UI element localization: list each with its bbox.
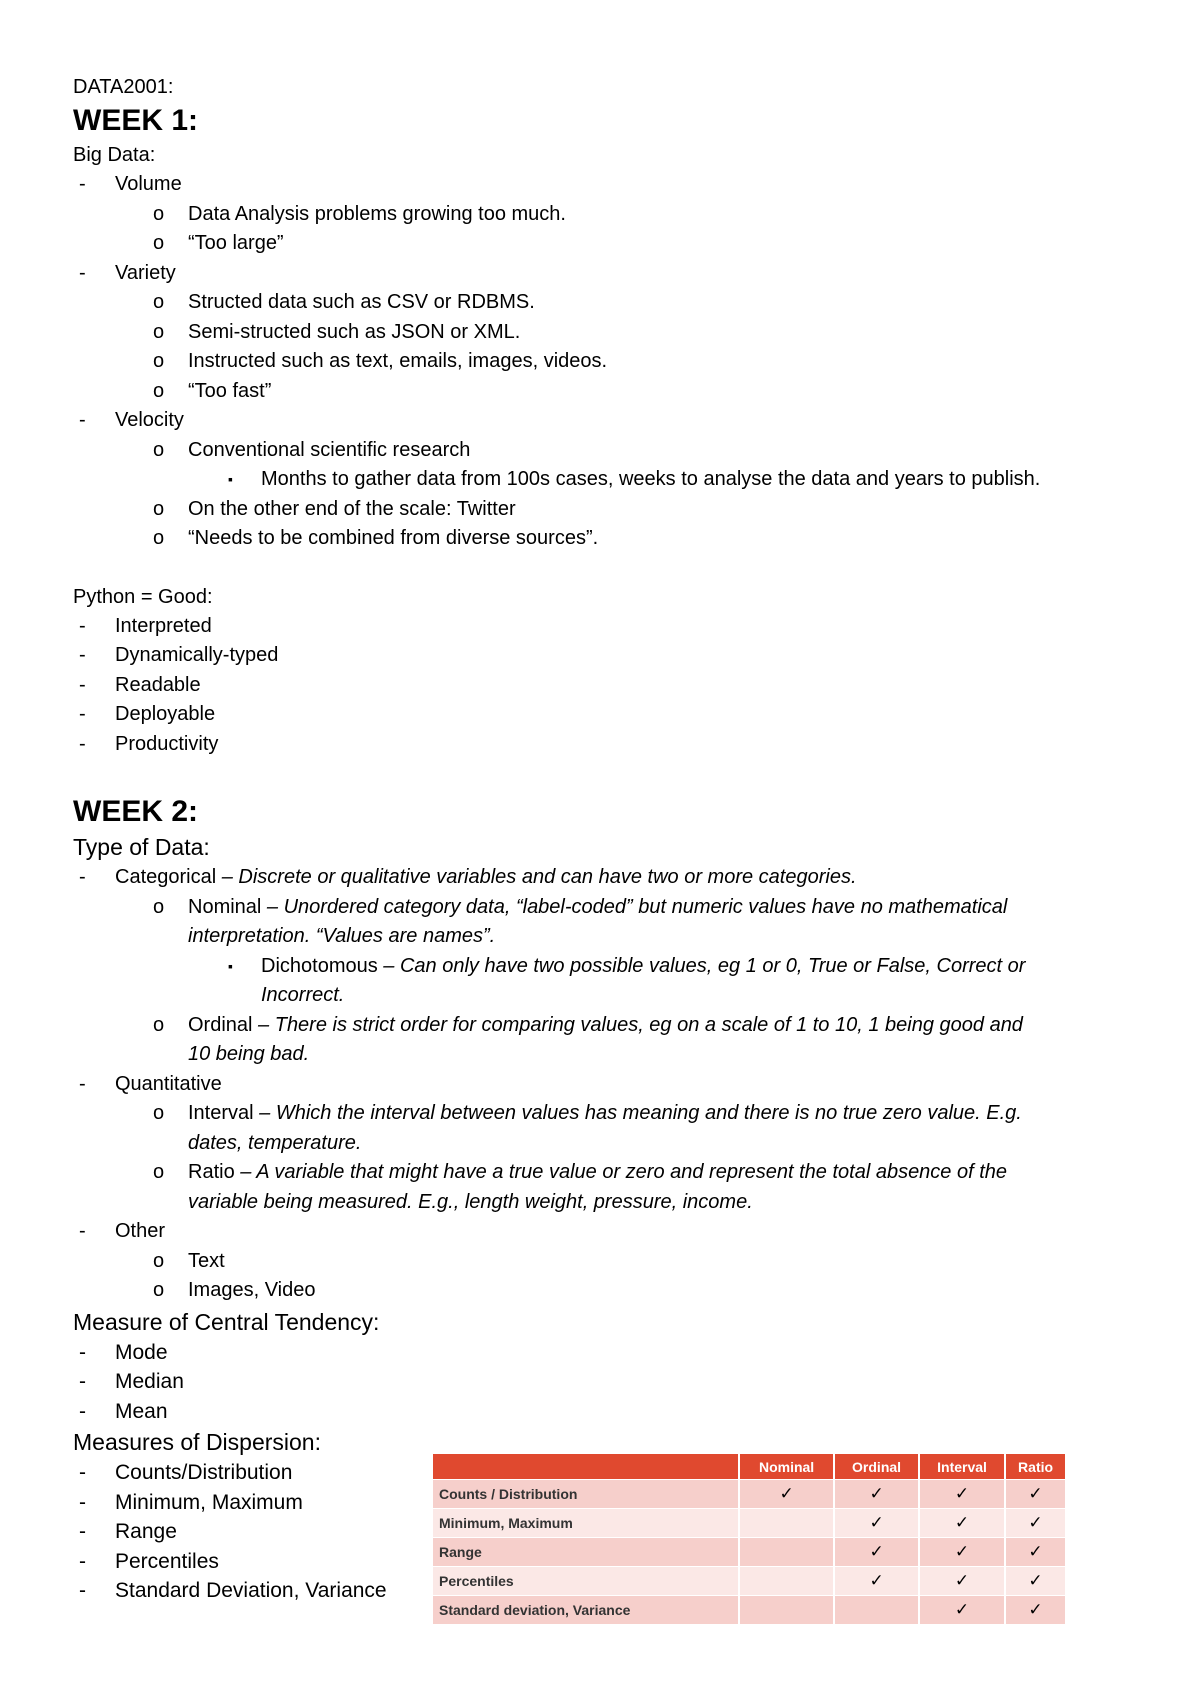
list-item: - Counts/Distribution: [73, 1458, 1153, 1488]
course-code: DATA2001:: [73, 76, 174, 98]
table-row-label: Counts / Distribution: [433, 1480, 739, 1509]
list-item: o Interval – Which the interval between values has meaning and there is no true zero value. E.g.: [73, 1099, 1153, 1129]
empty-cell: [834, 1596, 919, 1625]
dash-marker: -: [79, 732, 86, 755]
circle-bullet-icon: o: [153, 291, 165, 313]
list-item: - Median: [73, 1367, 1153, 1397]
central-tendency-title: Measure of Central Tendency:: [73, 1308, 380, 1335]
circle-bullet-icon: o: [153, 895, 165, 918]
circle-bullet-icon: o: [153, 438, 165, 461]
list-item: o Text: [73, 1247, 1153, 1277]
dispersion-title: Measures of Dispersion:: [73, 1429, 321, 1455]
square-bullet-icon: ▪: [228, 957, 233, 974]
dash-marker: -: [79, 644, 86, 666]
empty-cell: [739, 1596, 834, 1625]
dash-marker: -: [79, 614, 86, 637]
circle-bullet-icon: o: [153, 1161, 165, 1183]
checkmark-icon: ✓: [1005, 1596, 1065, 1625]
list-item: - Mode: [73, 1338, 1153, 1368]
circle-bullet-icon: o: [153, 1102, 165, 1124]
list-item-continuation: 10 being bad.: [188, 1043, 310, 1065]
checkmark-icon: ✓: [1005, 1509, 1065, 1538]
table-body: [433, 1480, 1065, 1625]
table-row: [433, 1567, 1065, 1596]
type-of-data-title: Type of Data:: [73, 834, 210, 860]
list-item-continuation: Incorrect.: [261, 984, 345, 1006]
dash-marker: -: [79, 1520, 86, 1543]
circle-bullet-icon: o: [153, 232, 165, 254]
checkmark-icon: ✓: [834, 1567, 919, 1596]
list-item: - Readable: [73, 671, 1153, 701]
big-data-title: Big Data:: [73, 144, 156, 166]
checkmark-icon: ✓: [919, 1567, 1005, 1596]
list-item: - Minimum, Maximum: [73, 1488, 1153, 1518]
table-row-label: Percentiles: [433, 1567, 739, 1596]
list-item: - Mean: [73, 1397, 1153, 1427]
list-item: o Images, Video: [73, 1276, 1153, 1306]
list-item: o “Too large”: [73, 229, 1153, 259]
list-item: - Dynamically-typed: [73, 641, 1153, 671]
checkmark-icon: ✓: [834, 1538, 919, 1567]
list-item: - Percentiles: [73, 1547, 1153, 1577]
list-item: o On the other end of the scale: Twitter: [73, 495, 1153, 525]
dash-marker: -: [79, 1220, 86, 1242]
dash-marker: -: [79, 1490, 86, 1514]
checkmark-icon: ✓: [1005, 1480, 1065, 1509]
table-row: [433, 1596, 1065, 1625]
list-item: ▪ Months to gather data from 100s cases, weeks to analyse the data and years to publish.: [73, 465, 1153, 495]
checkmark-icon: ✓: [1005, 1538, 1065, 1567]
circle-bullet-icon: o: [153, 320, 165, 343]
circle-bullet-icon: o: [153, 350, 165, 372]
checkmark-icon: ✓: [919, 1596, 1005, 1625]
week1-heading: WEEK 1:: [73, 104, 199, 137]
list-item: o Data Analysis problems growing too much.: [73, 200, 1153, 230]
list-item-continuation: dates, temperature.: [188, 1131, 362, 1154]
list-item: - Variety: [73, 259, 1153, 289]
list-item: o “Too fast”: [73, 377, 1153, 407]
circle-bullet-icon: o: [153, 497, 165, 520]
list-item: - Range: [73, 1517, 1153, 1547]
checkmark-icon: ✓: [919, 1538, 1005, 1567]
dash-marker: -: [79, 1072, 86, 1095]
table-header-blank: [433, 1454, 739, 1480]
circle-bullet-icon: o: [153, 1249, 165, 1272]
list-item: o Ratio – A variable that might have a true value or zero and represent the total absence of the: [73, 1158, 1153, 1188]
dash-marker: -: [79, 866, 86, 888]
list-item: o Nominal – Unordered category data, “label-coded” but numeric values have no mathematical: [73, 893, 1153, 923]
table-row: [433, 1480, 1065, 1509]
list-item: o Conventional scientific research: [73, 436, 1153, 466]
table-row-label: Range: [433, 1538, 739, 1567]
table-header-nominal: Nominal: [739, 1454, 834, 1480]
dash-marker: -: [79, 173, 86, 195]
list-item: - Standard Deviation, Variance: [73, 1576, 1153, 1606]
list-item: o “Needs to be combined from diverse sources”.: [73, 524, 1153, 554]
checkmark-icon: ✓: [919, 1480, 1005, 1509]
table-header-ratio: Ratio: [1005, 1454, 1065, 1480]
circle-bullet-icon: o: [153, 1279, 165, 1301]
list-item: - Productivity: [73, 730, 1153, 760]
list-item: - Volume: [73, 170, 1153, 200]
checkmark-icon: ✓: [834, 1509, 919, 1538]
list-item: - Quantitative: [73, 1070, 1153, 1100]
list-item: ▪ Dichotomous – Can only have two possible values, eg 1 or 0, True or False, Correct or: [73, 952, 1153, 982]
dash-marker: -: [79, 1399, 86, 1423]
empty-cell: [739, 1509, 834, 1538]
list-item: - Categorical – Discrete or qualitative variables and can have two or more categories.: [73, 863, 1153, 893]
list-item: - Interpreted: [73, 612, 1153, 642]
dash-marker: -: [79, 1549, 86, 1573]
circle-bullet-icon: o: [153, 202, 165, 225]
list-item: - Other: [73, 1217, 1153, 1247]
list-item: o Semi-structed such as JSON or XML.: [73, 318, 1153, 348]
dash-marker: -: [79, 1340, 86, 1364]
table-row: [433, 1538, 1065, 1567]
table-row-label: Standard deviation, Variance: [433, 1596, 739, 1625]
python-title: Python = Good:: [73, 585, 213, 608]
empty-cell: [739, 1538, 834, 1567]
list-item: - Velocity: [73, 406, 1153, 436]
empty-cell: [739, 1567, 834, 1596]
list-item: o Instructed such as text, emails, images, videos.: [73, 347, 1153, 377]
dash-marker: -: [79, 261, 86, 284]
checkmark-icon: ✓: [1005, 1567, 1065, 1596]
checkmark-icon: ✓: [739, 1480, 834, 1509]
list-item-continuation: variable being measured. E.g., length weight, pressure, income.: [188, 1190, 753, 1213]
circle-bullet-icon: o: [153, 379, 165, 402]
table-header-row: [433, 1454, 1065, 1480]
table-row: [433, 1509, 1065, 1538]
checkmark-icon: ✓: [919, 1509, 1005, 1538]
circle-bullet-icon: o: [153, 1013, 165, 1036]
circle-bullet-icon: o: [153, 527, 165, 549]
square-bullet-icon: ▪: [228, 471, 233, 487]
dash-marker: -: [79, 1370, 86, 1393]
dash-marker: -: [79, 1579, 86, 1602]
dash-marker: -: [79, 703, 86, 725]
list-item: o Ordinal – There is strict order for comparing values, eg on a scale of 1 to 10, 1 being good and: [73, 1011, 1153, 1041]
document-body: [73, 72, 1153, 1606]
list-item: o Structed data such as CSV or RDBMS.: [73, 288, 1153, 318]
measurement-level-table: [433, 1454, 1065, 1624]
list-item: - Deployable: [73, 700, 1153, 730]
table-header-interval: Interval: [919, 1454, 1005, 1480]
dash-marker: -: [79, 1461, 86, 1484]
week2-heading: WEEK 2:: [73, 795, 199, 828]
dash-marker: -: [79, 673, 86, 696]
list-item-continuation: interpretation. “Values are names”.: [188, 925, 496, 947]
dash-marker: -: [79, 409, 86, 431]
checkmark-icon: ✓: [834, 1480, 919, 1509]
table-header-ordinal: Ordinal: [834, 1454, 919, 1480]
table-row-label: Minimum, Maximum: [433, 1509, 739, 1538]
